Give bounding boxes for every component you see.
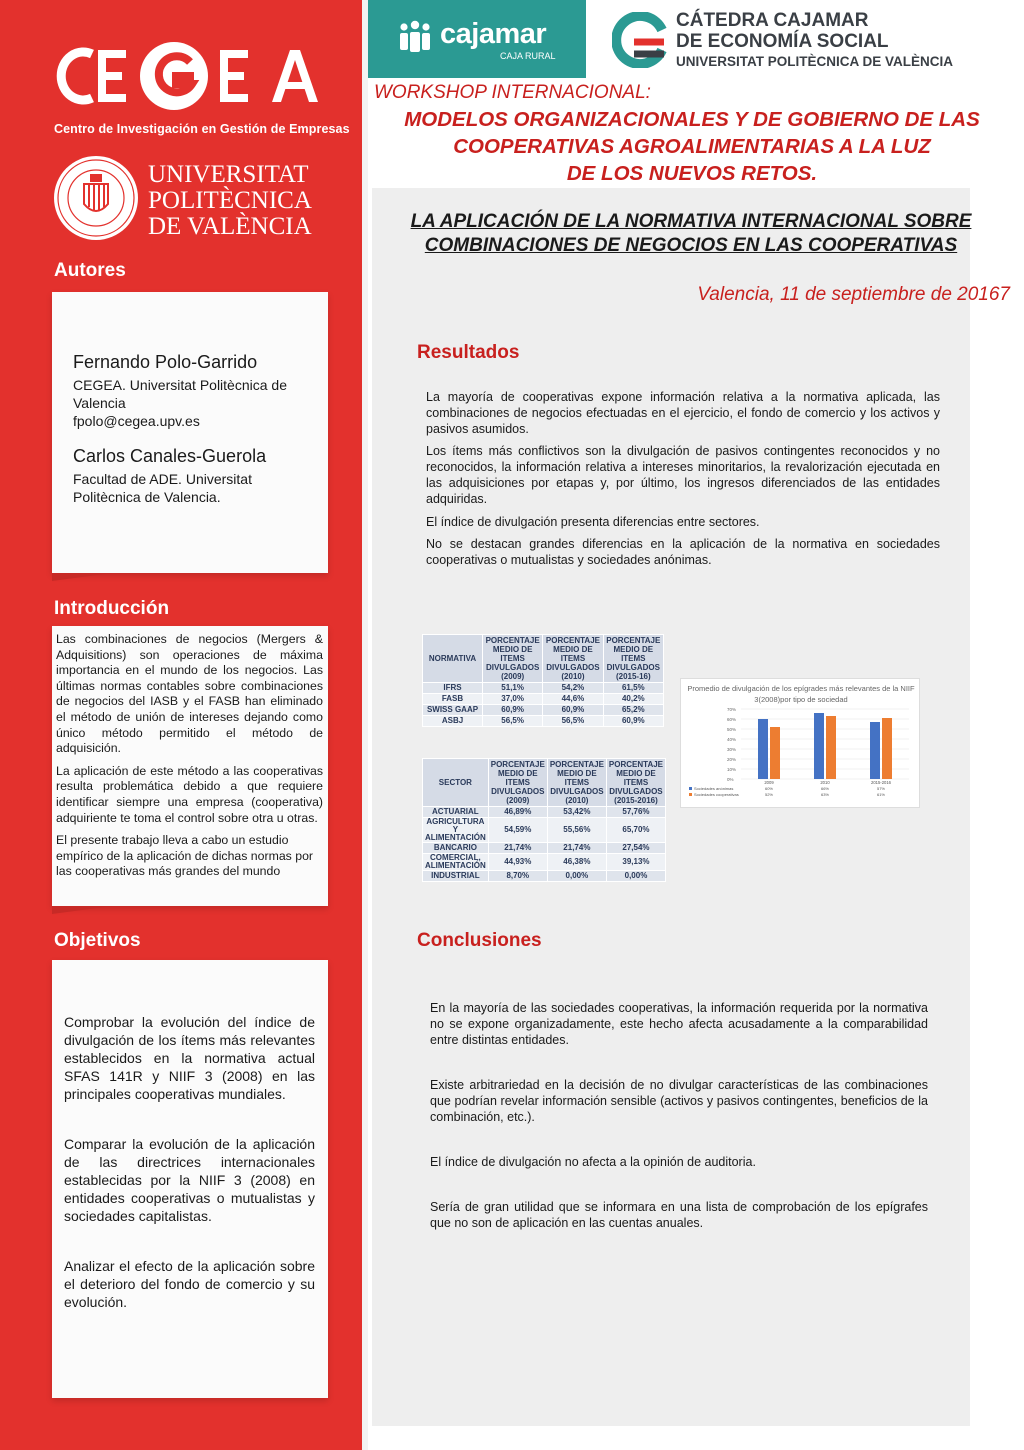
main-title-line-3: DE LOS NUEVOS RETOS. — [566, 162, 818, 185]
table-cell: 0,00% — [606, 871, 665, 882]
table-row — [423, 694, 664, 705]
paper-title — [380, 210, 1002, 258]
conclusion-1: En la mayoría de las sociedades cooperativas, la información requerida por la normativa no se expone organizadamente, este hecho afecta acusadamente a la comparabilidad entre distintas entidades. — [430, 1001, 928, 1047]
author-1-email[interactable]: fpolo@cegea.upv.es — [73, 413, 200, 429]
data-label: 66% — [820, 786, 830, 791]
table-cell: 46,89% — [488, 807, 547, 818]
author-2-affiliation-2: Politècnica de Valencia. — [73, 489, 221, 505]
bar-chart — [680, 678, 920, 808]
objective-1: Comprobar la evolución del índice de divulgación de los ítems más relevantes establecidos en la normativa actual SFAS 141R y NIIF 3 (2008) en las principales cooperativas mundiales. — [64, 1014, 315, 1102]
table-cell: COMERCIAL, ALIMENTACIÓN — [423, 854, 489, 871]
table-cell: 54,2% — [543, 683, 603, 694]
author-2-affiliation-1: Facultad de ADE. Universitat — [73, 471, 252, 487]
y-tick-label: 30% — [727, 747, 737, 752]
table-cell: IFRS — [423, 683, 483, 694]
chart-title: Promedio de divulgación de los epígrades más relevantes de la NIIF 3(2008)por tipo de sociedad — [687, 684, 915, 704]
table-row — [423, 716, 664, 727]
table-row — [423, 871, 666, 882]
table-cell: ACTUARIAL — [423, 807, 489, 818]
upv-line2: POLITÈCNICA — [148, 187, 312, 214]
table-cell: 56,5% — [543, 716, 603, 727]
conclusions-heading: Conclusiones — [417, 930, 542, 951]
table-cell: 0,00% — [547, 871, 606, 882]
y-tick-label: 60% — [727, 717, 737, 722]
table-cell: 55,56% — [547, 818, 606, 843]
card-shadow-tail — [52, 573, 112, 581]
table-cell: FASB — [423, 694, 483, 705]
table-normativa — [422, 634, 664, 727]
table-cell: 60,9% — [483, 705, 543, 716]
left-sidebar — [0, 0, 362, 1450]
table-cell: 54,59% — [488, 818, 547, 843]
data-label: 60% — [764, 786, 774, 791]
chart-bar — [870, 722, 880, 779]
table-cell: BANCARIO — [423, 843, 489, 854]
table-cell: 40,2% — [603, 694, 663, 705]
table-sector-header — [423, 759, 666, 807]
card-shadow-tail — [52, 906, 112, 914]
table-cell: 37,0% — [483, 694, 543, 705]
results-paragraph-2: Los ítems más conflictivos son la divulgación de pasivos contingentes reconocidos y no reconocidos, la información relativa a intereses minoritarios, la revalorización ejecutada en las adquisiciones por etapas y, por último, los ingresos diferenciados de las entidades adquiridas. — [426, 444, 940, 506]
main-title — [370, 106, 1014, 187]
results-paragraph-1: La mayoría de cooperativas expone información relativa a la normativa aplicada, las combinaciones de negocios efectuadas en el ejercicio, el fondo de comercio y los activos y pasivos asumidos. — [426, 390, 940, 436]
table-row — [423, 854, 666, 871]
table-cell: 60,9% — [603, 716, 663, 727]
legend-label: Sociedades cooperativas — [694, 792, 739, 797]
table-cell: AGRICULTURA Y ALIMENTACIÓN — [423, 818, 489, 843]
y-tick-label: 10% — [727, 767, 737, 772]
table-header-cell: PORCENTAJE MEDIO DE ITEMS DIVULGADOS (2010) — [547, 759, 606, 807]
legend-label: Sociedades anónimas — [694, 786, 734, 791]
objective-3: Analizar el efecto de la aplicación sobre el deterioro del fondo de comercio y su evolución. — [64, 1258, 315, 1310]
chart-plot — [681, 679, 921, 809]
y-tick-label: 70% — [727, 707, 737, 712]
objectives-heading: Objetivos — [54, 930, 141, 951]
date-location: Valencia, 11 de septiembre de 20167 — [697, 284, 1010, 305]
data-label: 63% — [820, 792, 830, 797]
results-paragraph-3: El índice de divulgación presenta diferencias entre sectores. — [426, 514, 760, 529]
chart-bar — [882, 718, 892, 779]
table-cell: INDUSTRIAL — [423, 871, 489, 882]
table-cell: 65,2% — [603, 705, 663, 716]
table-cell: 61,5% — [603, 683, 663, 694]
chart-bar — [770, 727, 780, 779]
table-header-cell: SECTOR — [423, 759, 489, 807]
intro-paragraph-1: Las combinaciones de negocios (Mergers & Adquisitions) son operaciones de máxima importancia en el mundo de los negocios. Las últimas normas contables sobre combinaciones de negocios del IASB y el FASB han eliminado el método de unión de intereses dejando como único método permitido el método de adquisición. — [56, 632, 323, 756]
conclusions-text — [430, 1000, 928, 1260]
table-header-cell: PORCENTAJE MEDIO DE ITEMS DIVULGADOS (2015-2016) — [606, 759, 665, 807]
table-cell: 53,42% — [547, 807, 606, 818]
data-label: 52% — [764, 792, 774, 797]
catedra-emblem-icon — [612, 12, 668, 68]
cegea-logo — [52, 40, 332, 112]
conclusion-3: El índice de divulgación no afecta a la opinión de auditoria. — [430, 1155, 756, 1169]
upv-logo — [52, 152, 332, 244]
table-cell: 57,76% — [606, 807, 665, 818]
table-cell: 65,70% — [606, 818, 665, 843]
cajamar-people-icon — [398, 20, 432, 54]
chart-bar — [758, 719, 768, 779]
objective-2: Comparar la evolución de la aplicación de las directrices internacionales establecidas por la NIIF 3 (2008) en entidades cooperativas o mutualistas y sociedades capitalistas. — [64, 1136, 315, 1224]
results-heading: Resultados — [417, 342, 520, 363]
table-cell: 21,74% — [547, 843, 606, 854]
authors-heading: Autores — [54, 260, 126, 281]
results-paragraph-4: No se destacan grandes diferencias en la aplicación de la normativa en sociedades cooperativas o mutualistas y sociedades anónimas. — [426, 537, 940, 568]
table-cell: 56,5% — [483, 716, 543, 727]
upv-line3: DE VALÈNCIA — [148, 213, 312, 240]
table-header-cell: PORCENTAJE MEDIO DE ITEMS DIVULGADOS (2015-16) — [603, 635, 663, 683]
upv-line1: UNIVERSITAT — [148, 161, 309, 188]
y-tick-label: 40% — [727, 737, 737, 742]
y-tick-label: 50% — [727, 727, 737, 732]
table-header-cell: NORMATIVA — [423, 635, 483, 683]
results-text — [426, 390, 940, 576]
table-cell: 46,38% — [547, 854, 606, 871]
intro-paragraph-3: El presente trabajo lleva a cabo un estudio empírico de la aplicación de dichas normas por las cooperativas más grandes del mundo — [56, 833, 314, 879]
author-1-affiliation-1: CEGEA. Universitat Politècnica de — [73, 377, 287, 393]
table-cell: 51,1% — [483, 683, 543, 694]
y-tick-label: 20% — [727, 757, 737, 762]
author-1-name: Fernando Polo-Garrido — [73, 352, 258, 372]
table-cell: 44,93% — [488, 854, 547, 871]
table-cell: SWISS GAAP — [423, 705, 483, 716]
cajamar-sub: CAJA RURAL — [500, 51, 556, 61]
catedra-line2: DE ECONOMÍA SOCIAL — [676, 31, 889, 52]
x-tick-label: 2009 — [764, 780, 774, 785]
paper-title-line-2: COMBINACIONES DE NEGOCIOS EN LAS COOPERATIVAS — [424, 235, 958, 256]
main-title-line-2: COOPERATIVAS AGROALIMENTARIAS A LA LUZ — [453, 135, 931, 158]
legend-swatch — [689, 793, 692, 796]
chart-bar — [826, 716, 836, 779]
chart-bar — [814, 713, 824, 779]
table-cell: 44,6% — [543, 694, 603, 705]
y-tick-label: 0% — [727, 777, 734, 782]
x-tick-label: 2015-2016 — [870, 780, 892, 785]
main-title-line-1: MODELOS ORGANIZACIONALES Y DE GOBIERNO DE LAS — [404, 108, 980, 131]
author-2-name: Carlos Canales-Guerola — [73, 446, 267, 466]
intro-paragraph-2: La aplicación de este método a las cooperativas resulta problemática debido a que requiere identificar siempre una empresa (cooperativa) adquiriente te toma el control sobre otra u otras. — [56, 763, 323, 825]
content-area — [380, 192, 1012, 1426]
table-header-cell: PORCENTAJE MEDIO DE ITEMS DIVULGADOS (2009) — [488, 759, 547, 807]
catedra-line3: UNIVERSITAT POLITÈCNICA DE VALÈNCIA — [676, 54, 954, 69]
table-row — [423, 843, 666, 854]
table-row — [423, 705, 664, 716]
objectives-card — [52, 960, 328, 1398]
data-label: 61% — [876, 792, 886, 797]
table-cell: 39,13% — [606, 854, 665, 871]
intro-card — [52, 626, 328, 906]
table-row — [423, 683, 664, 694]
catedra-line1: CÁTEDRA CAJAMAR — [676, 10, 869, 31]
intro-heading: Introducción — [54, 598, 170, 619]
table-header-cell: PORCENTAJE MEDIO DE ITEMS DIVULGADOS (2010) — [543, 635, 603, 683]
author-1-affiliation-2: Valencia — [73, 395, 126, 411]
conclusion-2: Existe arbitrariedad en la decisión de no divulgar características de las combinaciones que podrían revelar información sensible (activos y pasivos contingentes, beneficios de la combinación, etc.). — [430, 1078, 928, 1124]
table-cell: 27,54% — [606, 843, 665, 854]
cajamar-name: cajamar — [440, 18, 547, 50]
table-sector — [422, 758, 666, 882]
table-cell: 21,74% — [488, 843, 547, 854]
x-tick-label: 2010 — [820, 780, 830, 785]
conclusion-4: Sería de gran utilidad que se informara en una lista de comprobación de los epígrafes que no son de aplicación en las cuentas anuales. — [430, 1200, 928, 1230]
table-cell: 60,9% — [543, 705, 603, 716]
paper-title-line-1: LA APLICACIÓN DE LA NORMATIVA INTERNACIONAL SOBRE — [410, 211, 972, 232]
cegea-subtitle: Centro de Investigación en Gestión de Empresas — [54, 122, 350, 136]
table-row — [423, 807, 666, 818]
table-normativa-header — [423, 635, 664, 683]
table-header-cell: PORCENTAJE MEDIO DE ITEMS DIVULGADOS (2009) — [483, 635, 543, 683]
cajamar-logo — [368, 0, 586, 78]
table-cell: ASBJ — [423, 716, 483, 727]
data-label: 57% — [876, 786, 886, 791]
legend-swatch — [689, 787, 692, 790]
workshop-label: WORKSHOP INTERNACIONAL: — [374, 82, 651, 103]
authors-card — [52, 292, 328, 573]
table-row — [423, 818, 666, 843]
catedra-logo — [588, 0, 1024, 78]
table-cell: 8,70% — [488, 871, 547, 882]
